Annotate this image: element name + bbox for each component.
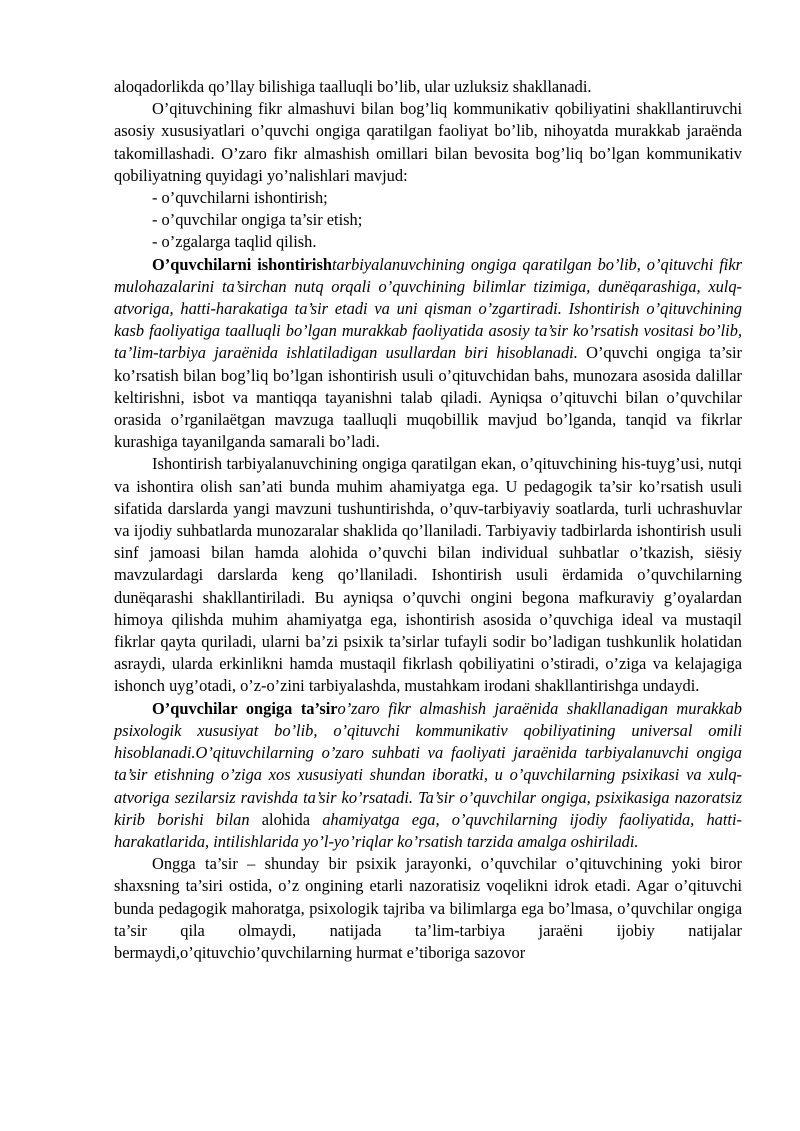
italic-definition: o’zaro fikr almashish jaraënida shakllanadigan murakkab psixologik xususiyat bo’lib, o’qituvchi kommunikativ qobiliyatining universal omili hisoblanadi.O’qituvchilarning o’zaro suhbati va faoliyati jaraënida tarbiyalanuvchi ongiga ta’sir etishning o’ziga xos xususiyati shundan iboratki, u o’quvchilarning psixikasi va xulq-atvoriga sezilarsiz ravishda ta’sir ko’rsatadi. Ta’sir o’quvchilar ongiga, psixikasiga nazoratsiz kirib borishi bilan	[114, 698, 742, 829]
paragraph-text: alohida	[249, 809, 323, 829]
paragraph-communicative-abilities	[114, 98, 742, 187]
document-page	[114, 76, 742, 964]
paragraph-persuasion	[114, 254, 742, 454]
term-persuasion: O’quvchilarni ishontirish	[152, 254, 332, 274]
paragraph-text: O’quvchi ongiga ta’sir ko’rsatish bilan bog’liq bo’lgan ishontirish usuli o’qituvchidan bahs, munozara asosida dalillar keltirishni, isbot va mantiqqa tayanishni talab qiladi. Ayniqsa o’qituvchi bilan o’quvchilar orasida o’rganilaëtgan mavzuga taalluqli muqobillik mavjud bo’lganda, tanqid va fikrlar kurashiga tayanilganda samarali bo’ladi.	[114, 343, 742, 452]
italic-text: ahamiyatga ega, o’quvchilarning ijodiy faoliyatida, hatti-harakatlarida, intilishlarida yo’l-yo’riqlar ko’rsatish tarzida amalga oshiriladi.	[114, 809, 742, 851]
term-influence: O’quvchilar ongiga ta’sir	[152, 698, 338, 718]
list-item: - o’quvchilar ongiga ta’sir etish;	[152, 210, 363, 230]
list-item: - o’quvchilarni ishontirish;	[152, 188, 328, 208]
paragraph-text: Ongga ta’sir – shunday bir psixik jarayonki, o’quvchilar o’qituvchining yoki biror shaxsning ta’siri ostida, o’z ongining etarli nazoratisiz voqelikni idrok etadi. Agar o’qituvchi bunda pedagogik mahoratga, psixologik tajriba va bilimlarga ega bo’lmasa, o’quvchilar ongiga ta’sir qila olmaydi, natijada ta’lim-tarbiya jaraëni ijobiy natijalar bermaydi,o’qituvchio’quvchilarning hurmat e’tiboriga sazovor	[114, 854, 742, 962]
paragraph-mind-influence	[114, 853, 742, 964]
italic-definition: tarbiyalanuvchining ongiga qaratilgan bo’lib, o’qituvchi fikr mulohazalarini ta’sirchan nutq orqali o’quvchining bilimlar tizimiga, dunëqarashiga, xulq-atvoriga, hatti-harakatiga ta’sir etadi va uni qisman o’zgartiradi. Ishontirish o’qituvchining kasb faoliyatiga taalluqli bo’lgan murakkab faoliyatida asosiy ta’sir ko’rsatish vositasi bo’lib, ta’lim-tarbiya jaraënida ishlatiladigan usullardan biri hisoblanadi.	[114, 254, 742, 363]
paragraph-continuation	[114, 76, 742, 98]
paragraph-persuasion-usage	[114, 453, 742, 697]
paragraph-text: O’qituvchining fikr almashuvi bilan bog’liq kommunikativ qobiliyatini shakllantiruvchi asosiy xususiyatlari o’quvchi ongiga qaratilgan faoliyat bo’lib, nihoyatda murakkab jaraënda takomillashadi. O’zaro fikr almashish omillari bilan bevosita bog’liq bo’lgan kommunikativ qobiliyatning quyidagi yo’nalishlari mavjud:	[114, 99, 742, 185]
paragraph-influence	[114, 698, 742, 853]
list-item: - o’zgalarga taqlid qilish.	[152, 232, 317, 252]
paragraph-text: aloqadorlikda qo’llay bilishiga taalluqli bo’lib, ular uzluksiz shakllanadi.	[114, 77, 592, 96]
paragraph-text: Ishontirish tarbiyalanuvchining ongiga qaratilgan ekan, o’qituvchining his-tuyg’usi, nutqi va ishontira olish san’ati bunda muhim ahamiyatga ega. U pedagogik ta’sir ko’rsatish usuli sifatida darslarda yangi mavzuni tushuntirishda, o’quv-tarbiyaviy soatlarda, turli uchrashuvlar va ijodiy suhbatlarda munozaralar shaklida qo’llaniladi. Tarbiyaviy tadbirlarda ishontirish usuli sinf jamoasi bilan hamda alohida o’quvchi bilan individual suhbatlar o’tkazish, siësiy mavzulardagi darslarda keng qo’llaniladi. Ishontirish usuli ërdamida o’quvchilarning dunëqarashi shakllantiriladi. Bu ayniqsa o’quvchi ongini begona mafkuraviy g’oyalardan himoya qilishda muhim ahamiyatga ega, ishontirish asosida o’quvchiga ideal va mustaqil fikrlar qayta quriladi, ularni ba’zi psixik ta’sirlar tufayli sodir bo’ladigan tushkunlik holatidan asraydi, ularda erkinlikni hamda mustaqil fikrlash qobiliyatini o’stiradi, o’ziga va kelajagiga ishonch uyg’otadi, o’z-o’zini tarbiyalashda, mustahkam irodani shakllantirishga undaydi.	[114, 454, 742, 696]
